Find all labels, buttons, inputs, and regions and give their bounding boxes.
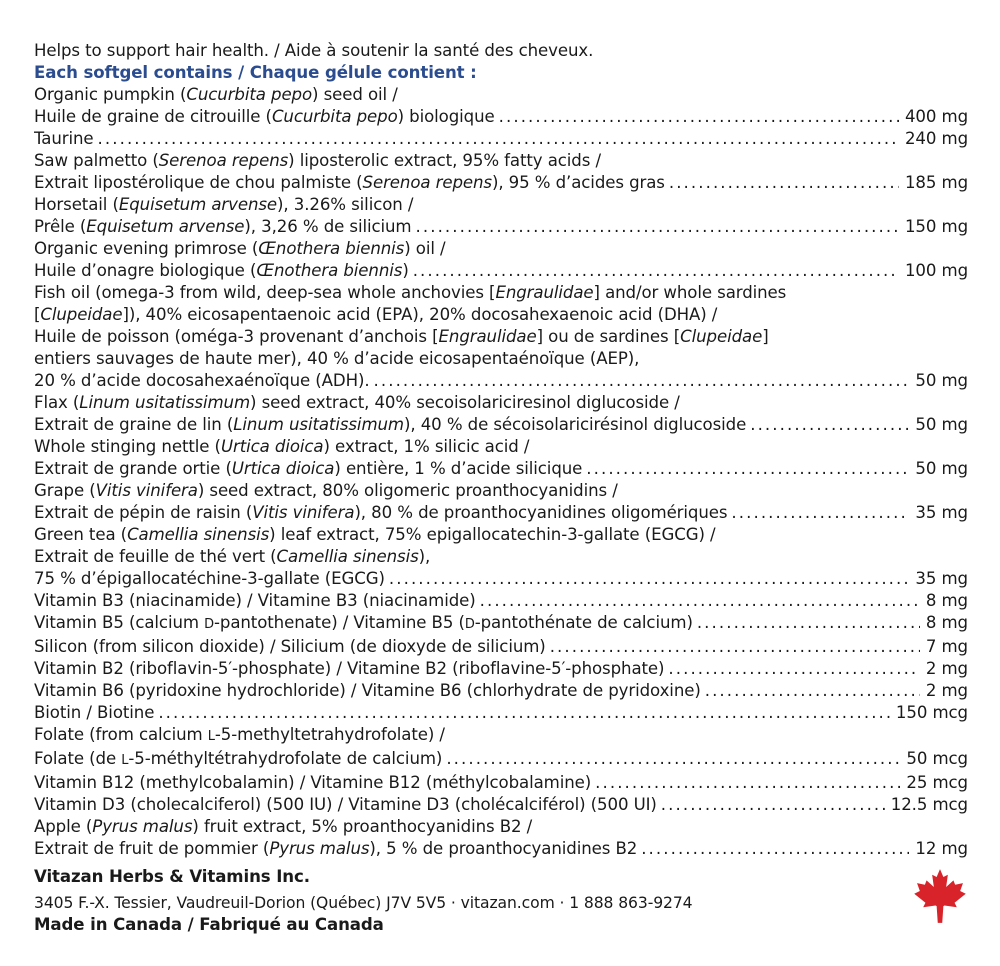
ingredient-amount: 8 mg — [925, 591, 968, 610]
ingredient-row — [34, 612, 968, 636]
ingredient-line: Organic pumpkin (Cucurbita pepo) seed oil / — [34, 85, 398, 104]
ingredient-row — [34, 106, 968, 128]
dot-leader — [668, 658, 919, 680]
ingredient-name: Extrait de grande ortie (Urtica dioica) entière, 1 % d’acide silicique — [34, 459, 583, 478]
ingredient-name: Extrait de fruit de pommier (Pyrus malus), 5 % de proanthocyanidines B2 — [34, 839, 638, 858]
ingredient-row — [34, 260, 968, 282]
ingredient-line: Grape (Vitis vinifera) seed extract, 80% oligomeric proanthocyanidins / — [34, 481, 618, 500]
ingredient-row — [34, 794, 968, 816]
ingredient-amount: 50 mg — [915, 371, 968, 390]
ingredients-heading: Each softgel contains / Chaque gélule contient : — [34, 63, 477, 82]
ingredient-name: Vitamin D3 (cholecalciferol) (500 IU) / Vitamine D3 (cholécalciférol) (500 UI) — [34, 795, 657, 814]
ingredient-row — [34, 172, 968, 194]
ingredient-amount: 2 mg — [925, 659, 968, 678]
ingredient-name: Huile de graine de citrouille (Cucurbita pepo) biologique — [34, 107, 495, 126]
ingredient-name: Extrait lipostérolique de chou palmiste (Serenoa repens), 95 % d’acides gras — [34, 173, 665, 192]
dot-leader — [416, 216, 899, 238]
ingredient-name: Extrait de graine de lin (Linum usitatissimum), 40 % de sécoisolaricirésinol diglucoside — [34, 415, 747, 434]
dot-leader — [550, 636, 920, 658]
ingredient-name: Biotin / Biotine — [34, 703, 155, 722]
ingredient-row — [34, 748, 968, 772]
ingredient-row — [34, 680, 968, 702]
ingredient-name: Folate (de L-5-méthyltétrahydrofolate de calcium) — [34, 749, 443, 768]
ingredient-name: Extrait de pépin de raisin (Vitis vinifera), 80 % de proanthocyanidines oligomériques — [34, 503, 728, 522]
dot-leader — [374, 370, 910, 392]
dot-leader — [705, 680, 920, 702]
ingredient-line: Extrait de feuille de thé vert (Camellia sinensis), — [34, 547, 431, 566]
ingredient-amount: 8 mg — [925, 613, 968, 632]
ingredient-amount: 25 mcg — [906, 773, 968, 792]
dot-leader — [641, 838, 909, 860]
ingredient-amount: 50 mg — [915, 459, 968, 478]
ingredient-amount: 50 mcg — [906, 749, 968, 768]
ingredient-name: 20 % d’acide docosahexaénoïque (ADH). — [34, 371, 370, 390]
ingredient-name: Vitamin B6 (pyridoxine hydrochloride) / Vitamine B6 (chlorhydrate de pyridoxine) — [34, 681, 701, 700]
ingredient-row — [34, 414, 968, 436]
ingredient-name: Vitamin B3 (niacinamide) / Vitamine B3 (niacinamide) — [34, 591, 476, 610]
dot-leader — [595, 772, 900, 794]
dot-leader — [731, 502, 909, 524]
ingredient-name: Vitamin B2 (riboflavin-5′-phosphate) / Vitamine B2 (riboflavine-5′-phosphate) — [34, 659, 665, 678]
ingredient-line: Huile de poisson (oméga-3 provenant d’anchois [Engraulidae] ou de sardines [Clupeidae] — [34, 327, 769, 346]
ingredient-line: Organic evening primrose (Œnothera biennis) oil / — [34, 239, 446, 258]
ingredient-name: Vitamin B12 (methylcobalamin) / Vitamine B12 (méthylcobalamine) — [34, 773, 592, 792]
ingredient-amount: 12.5 mcg — [890, 795, 968, 814]
ingredient-amount: 185 mg — [904, 173, 968, 192]
ingredient-amount: 35 mg — [915, 503, 968, 522]
dot-leader — [446, 748, 900, 770]
ingredient-amount: 100 mg — [904, 261, 968, 280]
ingredient-line: Horsetail (Equisetum arvense), 3.26% silicon / — [34, 195, 414, 214]
dot-leader — [389, 568, 910, 590]
ingredient-amount: 2 mg — [925, 681, 968, 700]
ingredient-line: Flax (Linum usitatissimum) seed extract, 40% secoisolariciresinol diglucoside / — [34, 393, 680, 412]
maple-leaf-icon — [912, 868, 968, 924]
intro-text: Helps to support hair health. / Aide à soutenir la santé des cheveux. — [34, 41, 594, 60]
ingredient-name: 75 % d’épigallocatéchine-3-gallate (EGCG) — [34, 569, 385, 588]
ingredient-amount: 400 mg — [904, 107, 968, 126]
dot-leader — [158, 702, 890, 724]
ingredient-name: Huile d’onagre biologique (Œnothera biennis) — [34, 261, 409, 280]
ingredient-line: Green tea (Camellia sinensis) leaf extract, 75% epigallocatechin-3-gallate (EGCG) / — [34, 525, 716, 544]
ingredient-row — [34, 702, 968, 724]
made-in-text: Made in Canada / Fabriqué au Canada — [34, 915, 384, 934]
ingredient-line: Folate (from calcium L-5-methyltetrahydrofolate) / — [34, 725, 445, 744]
ingredient-row — [34, 772, 968, 794]
ingredient-line: Fish oil (omega-3 from wild, deep-sea whole anchovies [Engraulidae] and/or whole sardines — [34, 283, 787, 302]
supplement-label — [34, 40, 968, 936]
ingredient-name: Silicon (from silicon dioxide) / Silicium (de dioxyde de silicium) — [34, 637, 546, 656]
company-name: Vitazan Herbs & Vitamins Inc. — [34, 867, 310, 886]
ingredient-row — [34, 502, 968, 524]
dot-leader — [661, 794, 885, 816]
ingredient-amount: 7 mg — [925, 637, 968, 656]
ingredient-line: entiers sauvages de haute mer), 40 % d’acide eicosapentaénoïque (AEP), — [34, 349, 640, 368]
ingredient-line: Saw palmetto (Serenoa repens) liposterolic extract, 95% fatty acids / — [34, 151, 601, 170]
dot-leader — [413, 260, 899, 282]
ingredient-amount: 150 mcg — [895, 703, 968, 722]
dot-leader — [669, 172, 899, 194]
ingredient-amount: 50 mg — [915, 415, 968, 434]
ingredient-row — [34, 568, 968, 590]
ingredient-row — [34, 128, 968, 150]
ingredient-row — [34, 590, 968, 612]
dot-leader — [586, 458, 909, 480]
ingredient-line: Apple (Pyrus malus) fruit extract, 5% proanthocyanidins B2 / — [34, 817, 533, 836]
ingredient-amount: 12 mg — [915, 839, 968, 858]
ingredient-amount: 35 mg — [915, 569, 968, 588]
dot-leader — [697, 612, 920, 634]
dot-leader — [98, 128, 899, 150]
ingredient-row — [34, 658, 968, 680]
ingredient-row — [34, 370, 968, 392]
ingredient-name: Prêle (Equisetum arvense), 3,26 % de silicium — [34, 217, 412, 236]
dot-leader — [499, 106, 899, 128]
ingredient-name: Vitamin B5 (calcium D-pantothenate) / Vitamine B5 (D-pantothénate de calcium) — [34, 613, 693, 632]
ingredients-list — [34, 84, 968, 860]
ingredient-row — [34, 458, 968, 480]
ingredient-row — [34, 838, 968, 860]
ingredient-row — [34, 636, 968, 658]
ingredient-line: [Clupeidae]), 40% eicosapentaenoic acid (EPA), 20% docosahexaenoic acid (DHA) / — [34, 305, 718, 324]
ingredient-amount: 150 mg — [904, 217, 968, 236]
ingredient-line: Whole stinging nettle (Urtica dioica) extract, 1% silicic acid / — [34, 437, 530, 456]
dot-leader — [750, 414, 909, 436]
company-address: 3405 F.-X. Tessier, Vaudreuil-Dorion (Québec) J7V 5V5 · vitazan.com · 1 888 863-9274 — [34, 894, 693, 912]
ingredient-name: Taurine — [34, 129, 94, 148]
ingredient-amount: 240 mg — [904, 129, 968, 148]
ingredient-row — [34, 216, 968, 238]
dot-leader — [480, 590, 920, 612]
